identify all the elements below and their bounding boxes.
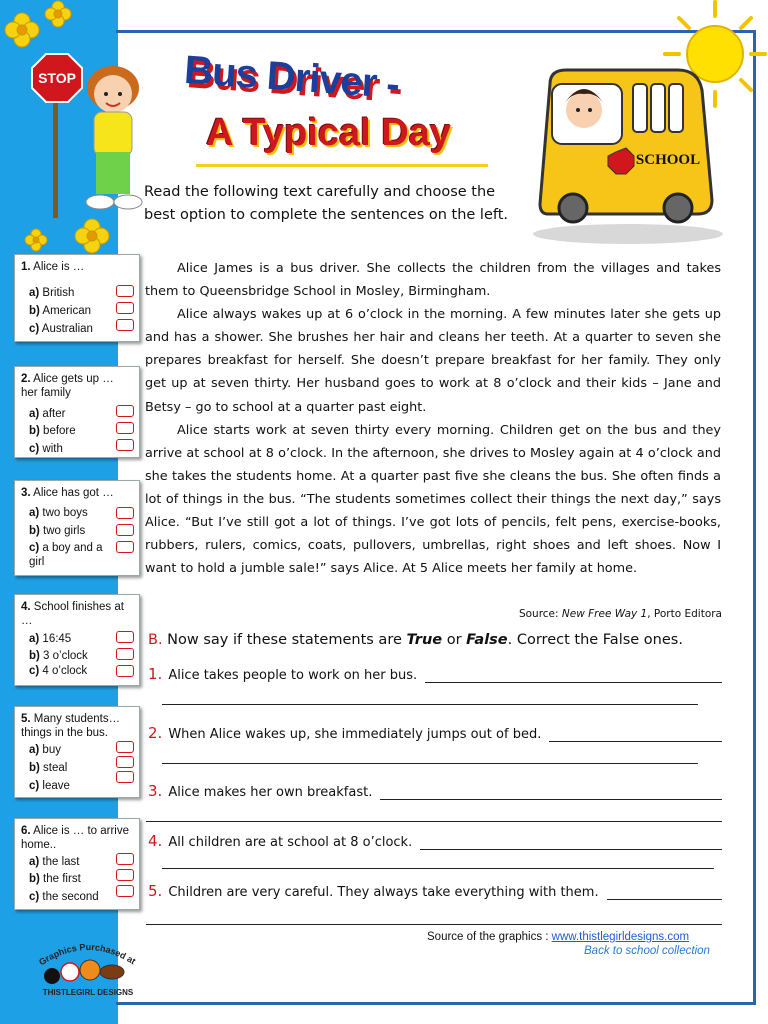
title-line-1: Bus Driver - (182, 48, 401, 107)
option-letter: a) (29, 633, 40, 645)
option-letter: b) (29, 525, 40, 537)
option-checkbox[interactable] (116, 631, 134, 643)
option-b (29, 762, 67, 774)
option-a (29, 287, 74, 299)
or-word: or (442, 632, 467, 648)
false-word: False (466, 632, 508, 648)
question-number: 5. (21, 713, 31, 725)
section-b-text: Now say if these statements are (162, 632, 407, 648)
question-stem (21, 600, 133, 628)
title-line-2: A Typical Day (206, 112, 451, 154)
reading-paragraph: Alice James is a bus driver. She collects the children from the villages and takes them to Queensbridge School in Mosley, Birmingham. (145, 261, 721, 300)
statement-number: 2. (148, 724, 163, 742)
statement-5 (148, 882, 722, 900)
section-b-heading (148, 632, 683, 648)
question-stem (21, 712, 133, 740)
option-checkbox[interactable] (116, 439, 134, 451)
option-c (29, 541, 109, 569)
option-letter: b) (29, 305, 40, 317)
option-checkbox[interactable] (116, 405, 134, 417)
option-c (29, 323, 93, 335)
credit-prefix: Source of the graphics : (427, 931, 552, 943)
option-text: British (39, 287, 75, 299)
logo-bottom-text: THISTLEGIRL DESIGNS (42, 988, 134, 997)
statement-text: When Alice wakes up, she immediately jumps out of bed. (168, 727, 542, 742)
title-underline (196, 164, 488, 167)
option-b (29, 873, 81, 885)
option-b (29, 425, 76, 437)
option-text: two boys (39, 507, 88, 519)
thistlegirl-logo (28, 938, 148, 1000)
statement-number: 5. (148, 882, 163, 900)
source-publisher: , Porto Editora (647, 608, 722, 620)
option-text: the first (39, 873, 81, 885)
option-letter: c) (29, 323, 40, 335)
credit-link[interactable]: www.thistlegirldesigns.com (551, 931, 690, 943)
question-box-2 (14, 366, 140, 458)
true-word: True (406, 632, 443, 648)
option-checkbox[interactable] (116, 885, 134, 897)
girl-stop-sign-illustration (28, 48, 148, 223)
option-text: two girls (39, 525, 86, 537)
option-letter: a) (29, 287, 40, 299)
option-text: Australian (39, 323, 93, 335)
reading-paragraph: Alice always wakes up at 6 o’clock in the morning. A few minutes later she gets up and has a shower. She brushes her hair and cleans her teeth. At a quarter to seven she prepares breakfast for herself. She doesn’t prepare breakfast for her family. They only get up at seven thirty. Her husband goes to work at 8 o’clock and their kids – Jane and Betsy – go to school at a quarter past eight. (145, 307, 721, 415)
option-text: the last (39, 856, 80, 868)
question-text: Alice is … (30, 261, 85, 273)
option-text: a boy and a girl (29, 542, 103, 568)
answer-line[interactable] (162, 868, 714, 869)
option-checkbox[interactable] (116, 524, 134, 536)
option-checkbox[interactable] (116, 507, 134, 519)
option-text: 16:45 (39, 633, 72, 645)
option-letter: a) (29, 408, 40, 420)
question-box-1 (14, 254, 140, 342)
answer-line[interactable] (162, 763, 698, 764)
statement-2 (148, 724, 722, 742)
question-box-6 (14, 818, 140, 910)
section-b-text-end: . Correct the False ones. (507, 632, 683, 648)
statement-3 (148, 782, 722, 800)
answer-line[interactable] (146, 821, 722, 822)
question-stem (21, 486, 133, 500)
question-text: School finishes at … (21, 601, 124, 627)
option-b (29, 525, 85, 537)
option-letter: b) (29, 425, 40, 437)
option-c (29, 443, 63, 455)
statement-number: 4. (148, 832, 163, 850)
answer-line[interactable] (607, 887, 722, 900)
question-box-3 (14, 480, 140, 576)
option-text: the second (39, 891, 99, 903)
option-a (29, 856, 80, 868)
option-a (29, 507, 88, 519)
text-source (400, 608, 722, 620)
option-text: American (39, 305, 91, 317)
option-checkbox[interactable] (116, 285, 134, 297)
option-text: before (39, 425, 76, 437)
option-checkbox[interactable] (116, 771, 134, 783)
option-letter: b) (29, 650, 40, 662)
option-checkbox[interactable] (116, 648, 134, 660)
question-stem (21, 372, 133, 400)
option-a (29, 408, 65, 420)
section-b-letter: B. (148, 632, 163, 648)
option-checkbox[interactable] (116, 869, 134, 881)
question-text: Alice has got … (30, 487, 114, 499)
option-c (29, 780, 70, 792)
option-text: after (39, 408, 66, 420)
option-letter: c) (29, 542, 40, 554)
option-letter: b) (29, 762, 40, 774)
statement-number: 1. (148, 665, 163, 683)
question-text: Alice is … to arrive home.. (21, 825, 130, 851)
question-number: 3. (21, 487, 31, 499)
question-number: 4. (21, 601, 31, 613)
option-text: with (39, 443, 63, 455)
option-checkbox[interactable] (116, 665, 134, 677)
statement-number: 3. (148, 782, 163, 800)
option-text: 3 o’clock (39, 650, 88, 662)
statement-text: All children are at school at 8 o’clock. (168, 835, 413, 850)
option-checkbox[interactable] (116, 422, 134, 434)
question-box-4 (14, 594, 140, 686)
option-b (29, 650, 88, 662)
question-stem (21, 824, 133, 852)
stop-sign-text: STOP (38, 70, 76, 86)
option-letter: c) (29, 443, 40, 455)
statement-1 (148, 665, 722, 683)
source-prefix: Source: (518, 608, 562, 620)
statement-text: Alice makes her own breakfast. (168, 785, 373, 800)
option-checkbox[interactable] (116, 541, 134, 553)
school-bus-illustration (528, 64, 728, 246)
question-number: 1. (21, 261, 31, 273)
option-text: buy (39, 744, 61, 756)
option-a (29, 744, 61, 756)
option-letter: c) (29, 665, 40, 677)
option-c (29, 665, 87, 677)
question-number: 6. (21, 825, 31, 837)
logo-top-text: Graphics Purchased at (37, 941, 138, 968)
source-book: New Free Way 1 (561, 608, 648, 620)
option-letter: a) (29, 507, 40, 519)
answer-line[interactable] (549, 729, 722, 742)
question-text: Many students… things in the bus. (21, 713, 121, 739)
question-number: 2. (21, 373, 31, 385)
option-checkbox[interactable] (116, 319, 134, 331)
answer-line[interactable] (425, 670, 722, 683)
back-to-school-link[interactable]: Back to school collection (584, 945, 710, 957)
option-c (29, 891, 99, 903)
option-text: leave (39, 780, 70, 792)
question-box-5 (14, 706, 140, 798)
reading-text (145, 257, 721, 580)
option-letter: a) (29, 744, 40, 756)
option-letter: c) (29, 891, 40, 903)
school-sign-text: SCHOOL (635, 152, 701, 168)
option-b (29, 305, 91, 317)
option-letter: a) (29, 856, 40, 868)
answer-line[interactable] (146, 924, 722, 925)
statement-text: Children are very careful. They always take everything with them. (168, 885, 599, 900)
instructions: Read the following text carefully and choose the best option to complete the sentences on the left. (144, 184, 509, 223)
option-checkbox[interactable] (116, 853, 134, 865)
statement-text: Alice takes people to work on her bus. (168, 668, 418, 683)
option-letter: b) (29, 873, 40, 885)
option-letter: c) (29, 780, 40, 792)
option-text: 4 o’clock (39, 665, 88, 677)
answer-line[interactable] (420, 837, 722, 850)
reading-paragraph: Alice starts work at seven thirty every morning. Children get on the bus and they arrive at school at 8 o’clock. In the afternoon, she drives to Mosley again at 4 o’clock and she takes the students home. At a quarter past five she cleans the bus. She often finds a lot of things in the bus. “The students sometimes collect their things the next day,” says Alice. “But I’ve still got a lot of things. I’ve got lots of pencils, felt pens, exercise-books, rubbers, rulers, comics, coats, pullovers, umbrellas, right shoes and left shoes. Now I want to hold a jumble sale!” says Alice. At 5 Alice meets her family at home. (145, 422, 721, 577)
option-checkbox[interactable] (116, 741, 134, 753)
option-a (29, 633, 71, 645)
option-checkbox[interactable] (116, 302, 134, 314)
question-text: Alice gets up … her family (21, 373, 114, 399)
graphics-credit (427, 931, 689, 943)
option-text: steal (39, 762, 68, 774)
question-stem (21, 260, 133, 274)
answer-line[interactable] (380, 787, 722, 800)
option-checkbox[interactable] (116, 756, 134, 768)
answer-line[interactable] (162, 704, 698, 705)
statement-4 (148, 832, 722, 850)
